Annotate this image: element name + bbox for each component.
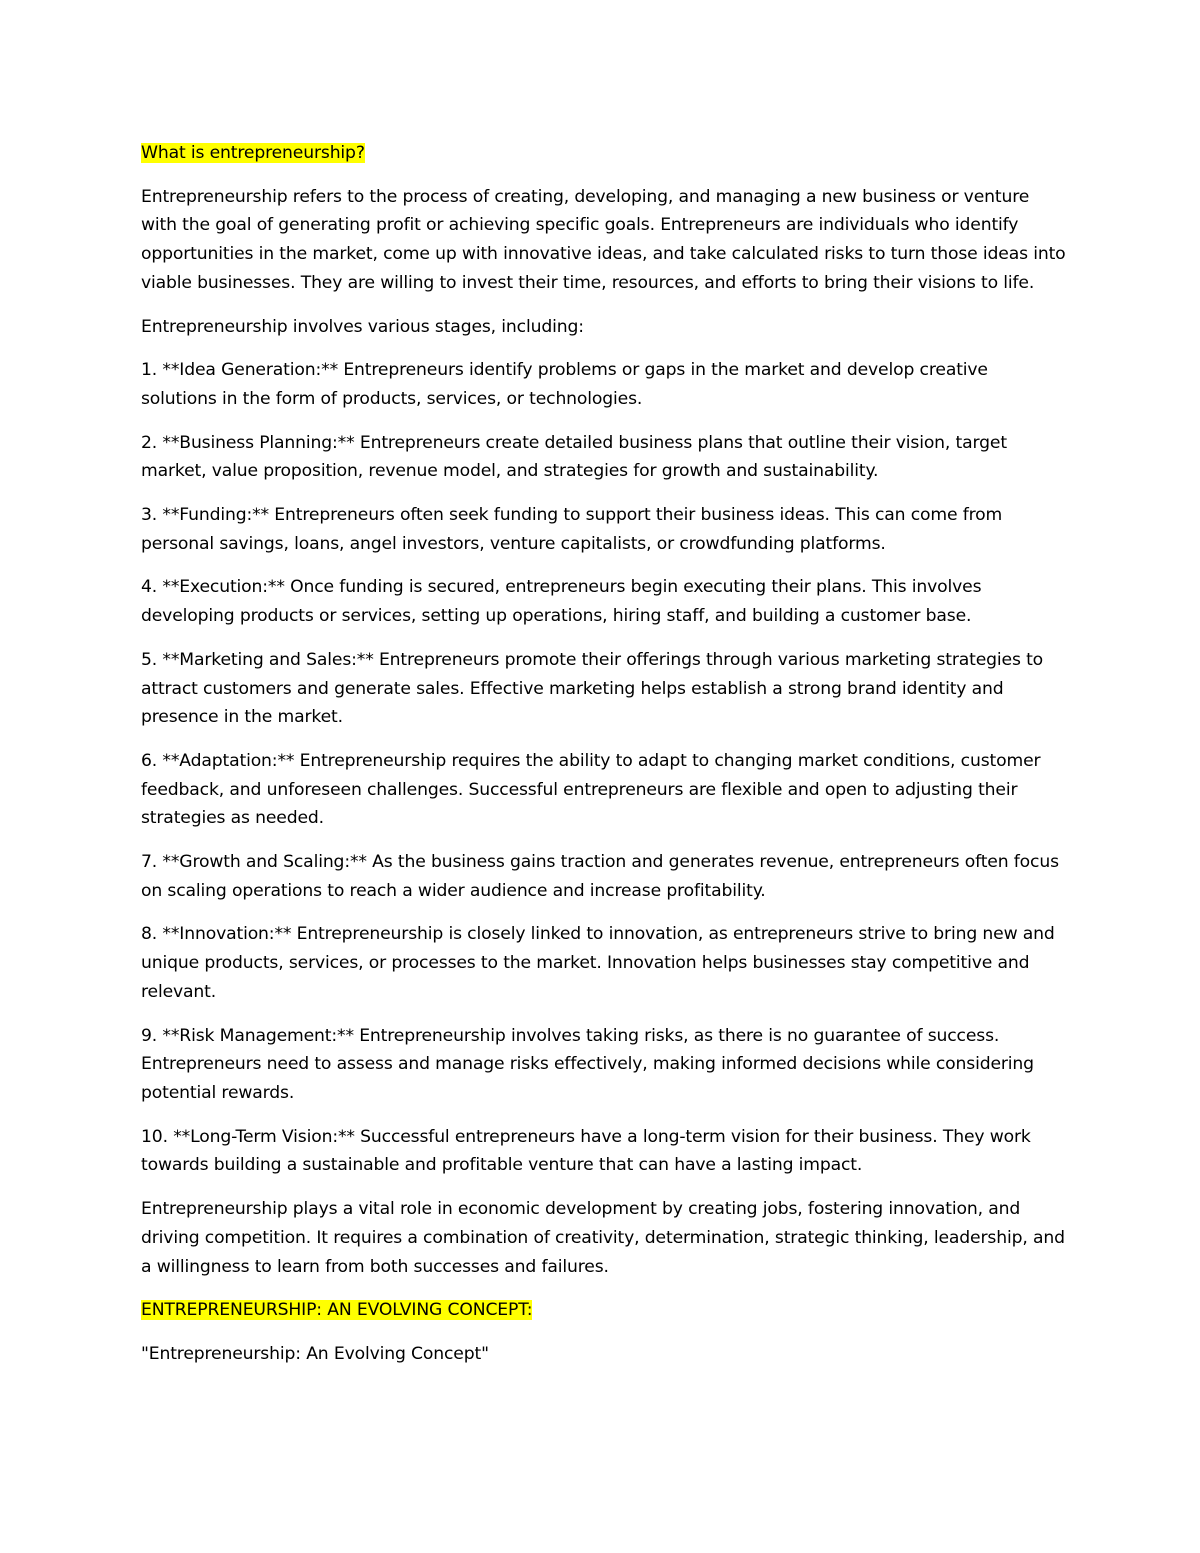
document-body bbox=[141, 139, 1066, 1384]
stage-item: 6. **Adaptation:** Entrepreneurship requires the ability to adapt to changing market conditions, customer feedback, and unforeseen challenges. Successful entrepreneurs are flexible and open to adjusting their strategies as needed. bbox=[141, 750, 1041, 829]
stages-intro-paragraph: Entrepreneurship involves various stages, including: bbox=[141, 316, 584, 337]
stage-item: 2. **Business Planning:** Entrepreneurs create detailed business plans that outline their vision, target market, value proposition, revenue model, and strategies for growth and sustainability. bbox=[141, 432, 1007, 482]
stage-item: 5. **Marketing and Sales:** Entrepreneurs promote their offerings through various marketing strategies to attract customers and generate sales. Effective marketing helps establish a strong brand identity and presence in the market. bbox=[141, 649, 1044, 728]
stage-item: 3. **Funding:** Entrepreneurs often seek funding to support their business ideas. This can come from personal savings, loans, angel investors, venture capitalists, or crowdfunding platforms. bbox=[141, 505, 1003, 554]
conclusion-paragraph: Entrepreneurship plays a vital role in economic development by creating jobs, fostering innovation, and driving competition. It requires a combination of creativity, determination, strategic thinking, leadership, and a willingness to learn from both successes and failures. bbox=[141, 1199, 1065, 1277]
stage-item: 10. **Long-Term Vision:** Successful entrepreneurs have a long-term vision for their business. They work towards building a sustainable and profitable venture that can have a lasting impact. bbox=[141, 1126, 1031, 1176]
section-heading-paragraph bbox=[141, 1296, 1066, 1325]
stage-item: 4. **Execution:** Once funding is secured, entrepreneurs begin executing their plans. This involves developing products or services, setting up operations, hiring staff, and building a customer base. bbox=[141, 577, 982, 627]
intro-paragraph: Entrepreneurship refers to the process of creating, developing, and managing a new business or venture with the goal of generating profit or achieving specific goals. Entrepreneurs are individuals who identify opportunities in the market, come up with innovative ideas, and take calculated risks to turn those ideas into viable businesses. They are willing to invest their time, resources, and efforts to bring their visions to life. bbox=[141, 186, 1066, 293]
quote-title-paragraph: "Entrepreneurship: An Evolving Concept" bbox=[141, 1343, 489, 1364]
highlighted-section-heading: ENTREPRENEURSHIP: AN EVOLVING CONCEPT: bbox=[141, 1300, 533, 1321]
highlighted-heading: What is entrepreneurship? bbox=[141, 143, 365, 163]
stage-item: 1. **Idea Generation:** Entrepreneurs identify problems or gaps in the market and develop creative solutions in the form of products, services, or technologies. bbox=[141, 360, 988, 409]
stage-item: 8. **Innovation:** Entrepreneurship is closely linked to innovation, as entrepreneurs strive to bring new and unique products, services, or processes to the market. Innovation helps businesses stay competitive and relevant. bbox=[141, 924, 1055, 1002]
stage-item: 7. **Growth and Scaling:** As the business gains traction and generates revenue, entrepreneurs often focus on scaling operations to reach a wider audience and increase profitability. bbox=[141, 852, 1059, 901]
stage-item: 9. **Risk Management:** Entrepreneurship involves taking risks, as there is no guarantee of success. Entrepreneurs need to assess and manage risks effectively, making informed decisions while considering potential rewards. bbox=[141, 1025, 1034, 1103]
heading-paragraph bbox=[141, 139, 1066, 168]
